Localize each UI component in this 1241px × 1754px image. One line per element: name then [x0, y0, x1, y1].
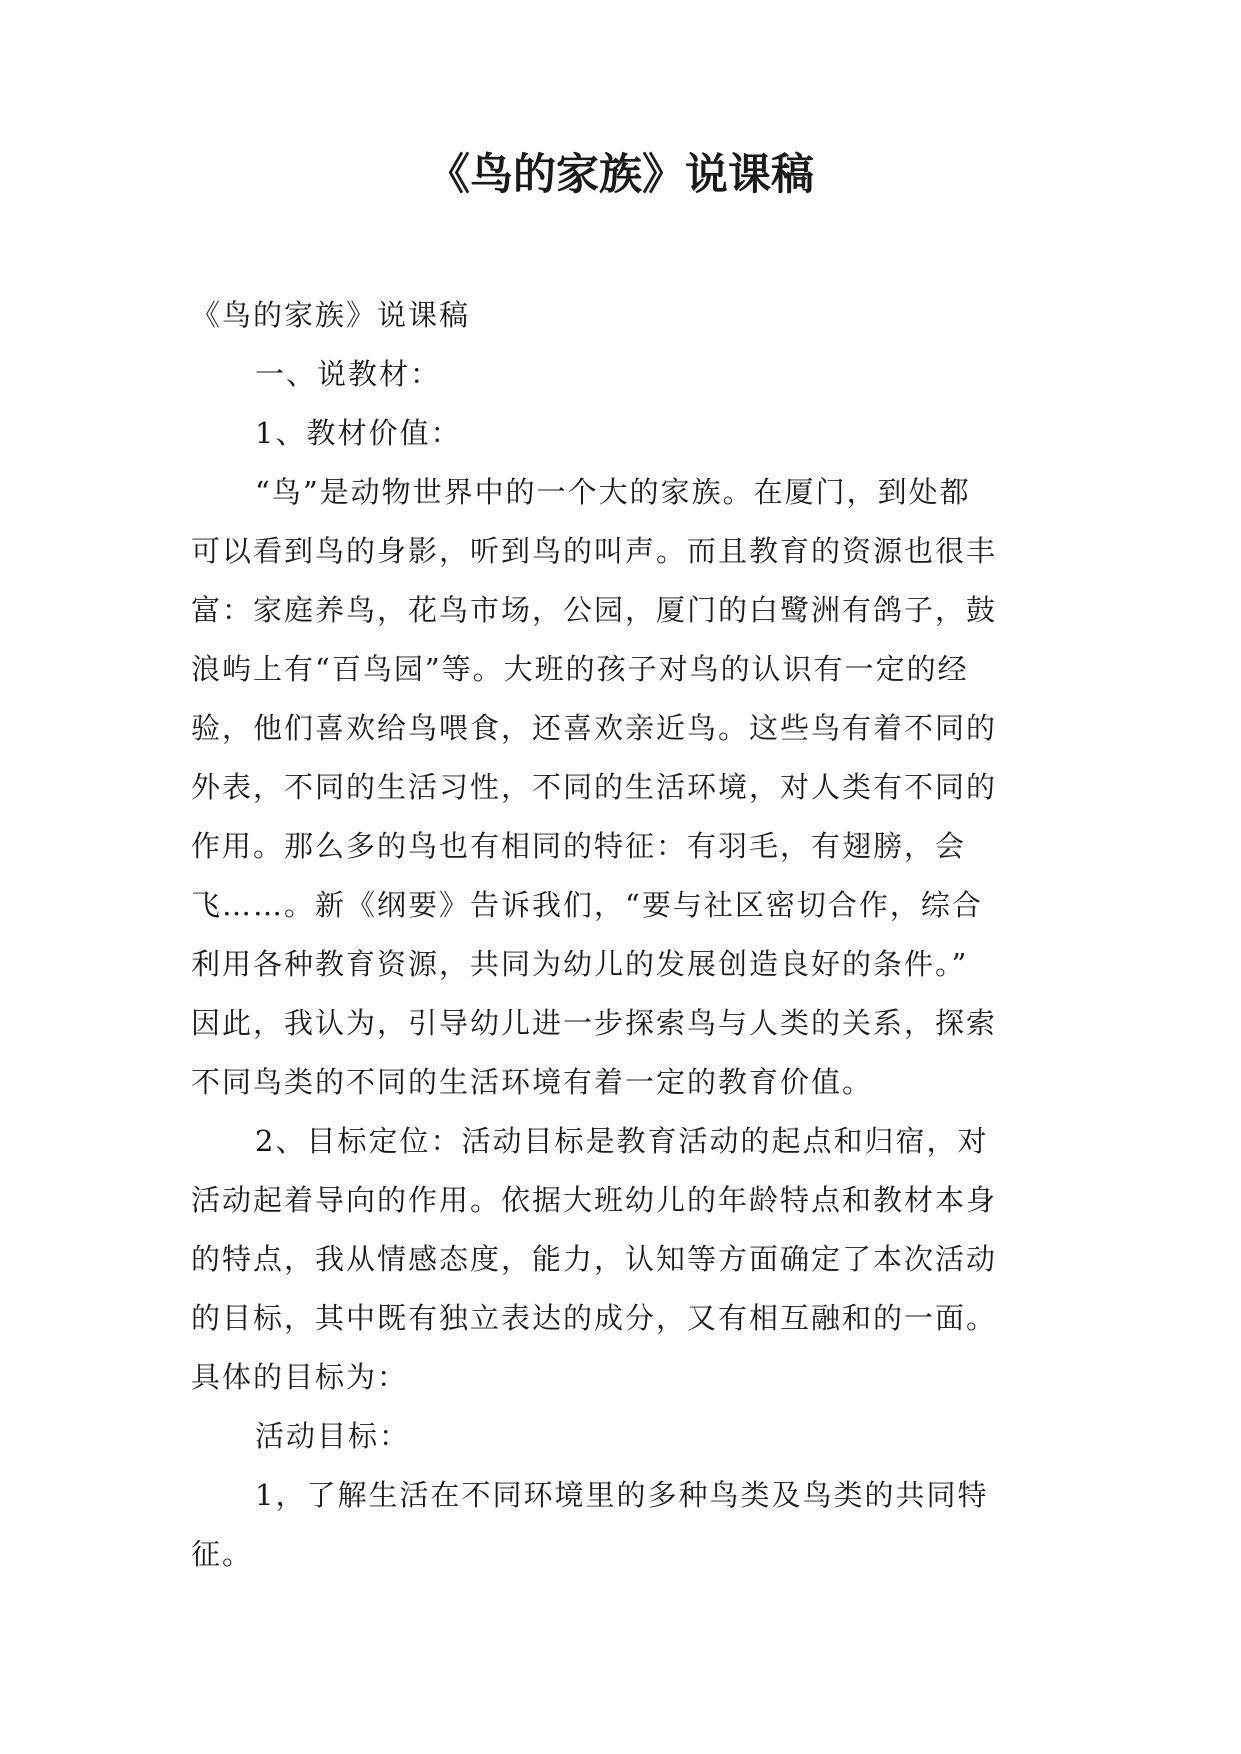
- body-line: 活动起着导向的作用。依据大班幼儿的年龄特点和教材本身: [191, 1183, 998, 1217]
- document-body: [191, 286, 1061, 1584]
- body-line: 1、教材价值：: [255, 416, 462, 450]
- body-line: 具体的目标为：: [191, 1360, 409, 1394]
- body-line: 一、说教材：: [255, 357, 442, 391]
- body-line: 飞……。新《纲要》告诉我们，“要与社区密切合作，综合: [191, 888, 983, 922]
- body-line: “鸟”是动物世界中的一个大的家族。在厦门，到处都: [255, 475, 971, 509]
- body-line: 活动目标：: [255, 1419, 411, 1453]
- body-line: 的目标，其中既有独立表达的成分，又有相互融和的一面。: [191, 1301, 998, 1335]
- body-line: 可以看到鸟的身影，听到鸟的叫声。而且教育的资源也很丰: [191, 534, 998, 568]
- body-line: 验，他们喜欢给鸟喂食，还喜欢亲近鸟。这些鸟有着不同的: [191, 711, 998, 745]
- body-line: 《鸟的家族》说课稿: [191, 298, 471, 332]
- document-title: 《鸟的家族》说课稿: [427, 150, 814, 200]
- body-line: 征。: [191, 1537, 254, 1571]
- body-line: 利用各种教育资源，共同为幼儿的发展创造良好的条件。”: [191, 947, 969, 981]
- body-line: 外表，不同的生活习性，不同的生活环境，对人类有不同的: [191, 770, 998, 804]
- body-line: 浪屿上有“百鸟园”等。大班的孩子对鸟的认识有一定的经: [191, 652, 969, 686]
- body-line: 1，了解生活在不同环境里的多种鸟类及鸟类的共同特: [255, 1478, 989, 1512]
- body-line: 因此，我认为，引导幼儿进一步探索鸟与人类的关系，探索: [191, 1006, 998, 1040]
- body-line: 作用。那么多的鸟也有相同的特征：有羽毛，有翅膀，会: [191, 829, 967, 863]
- body-line: 富：家庭养鸟，花鸟市场，公园，厦门的白鹭洲有鸽子，鼓: [191, 593, 998, 627]
- body-line: 的特点，我从情感态度，能力，认知等方面确定了本次活动: [191, 1242, 998, 1276]
- body-line: 不同鸟类的不同的生活环境有着一定的教育价值。: [191, 1065, 874, 1099]
- body-line: 2、目标定位：活动目标是教育活动的起点和归宿，对: [255, 1124, 989, 1158]
